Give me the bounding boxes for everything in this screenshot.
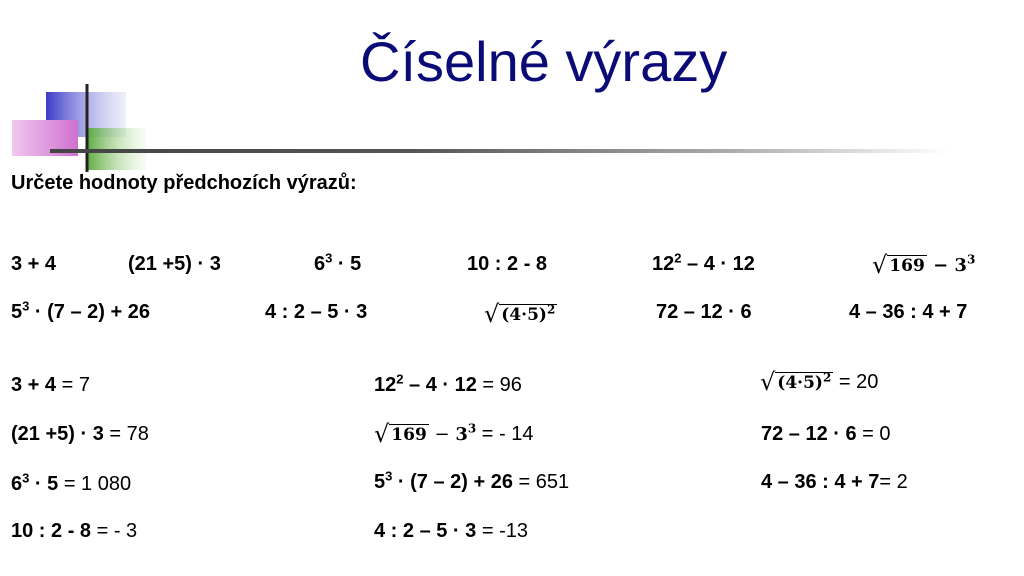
answer-line: 10 : 2 - 8 = - 3 <box>11 520 138 542</box>
task-expression: (21 +5) · 3 <box>128 253 221 275</box>
task-expression-sqrt: √ $169 - 3^3$ <box>872 251 976 279</box>
slide-title: Číselné výrazy <box>360 30 728 93</box>
answer-line-sqrt: √ $(4\cdot 5)^2 = 20$ <box>760 368 879 396</box>
answer-line: 4 : 2 – 5 · 3 = -13 <box>374 520 528 542</box>
task-expression: 3 + 4 <box>11 253 57 275</box>
answer-line: $6^3 \cdot 5 = 1$ 080 <box>11 470 132 495</box>
answer-line: (21 +5) · 3 = 78 <box>11 423 149 445</box>
answer-line: 3 + 4 = 7 <box>11 374 90 396</box>
task-expression: 4 – 36 : 4 + 7 <box>849 301 968 323</box>
answer-line: 4 – 36 : 4 + 7= 2 <box>761 471 908 493</box>
answer-line: $5^3 \cdot (7 - 2) + 26 = 651$ <box>374 468 570 493</box>
task-expression: 72 – 12 · 6 <box>656 301 752 323</box>
task-expression: $12^2 - 4 \cdot 12$ <box>652 250 755 275</box>
answer-line: 72 – 12 · 6 = 0 <box>761 423 891 445</box>
decorative-squares-logo <box>0 80 180 180</box>
task-expression: $6^3 \cdot 5$ <box>314 250 362 275</box>
answer-line: $12^2 - 4 \cdot 12 = 96$ <box>374 371 522 396</box>
title-underline <box>50 149 950 153</box>
task-heading: Určete hodnoty předchozích výrazů: <box>11 172 357 194</box>
task-expression: 4 : 2 – 5 · 3 <box>265 301 368 323</box>
answer-line-sqrt: √ $169 - 3^3$ = - 14 <box>374 420 534 448</box>
task-expression-sqrt: √ $(4\cdot 5)^2$ <box>484 300 556 328</box>
task-expression: 10 : 2 - 8 <box>467 253 548 275</box>
task-expression: $5^3 \cdot (7 - 2) + 26$ <box>11 298 150 323</box>
